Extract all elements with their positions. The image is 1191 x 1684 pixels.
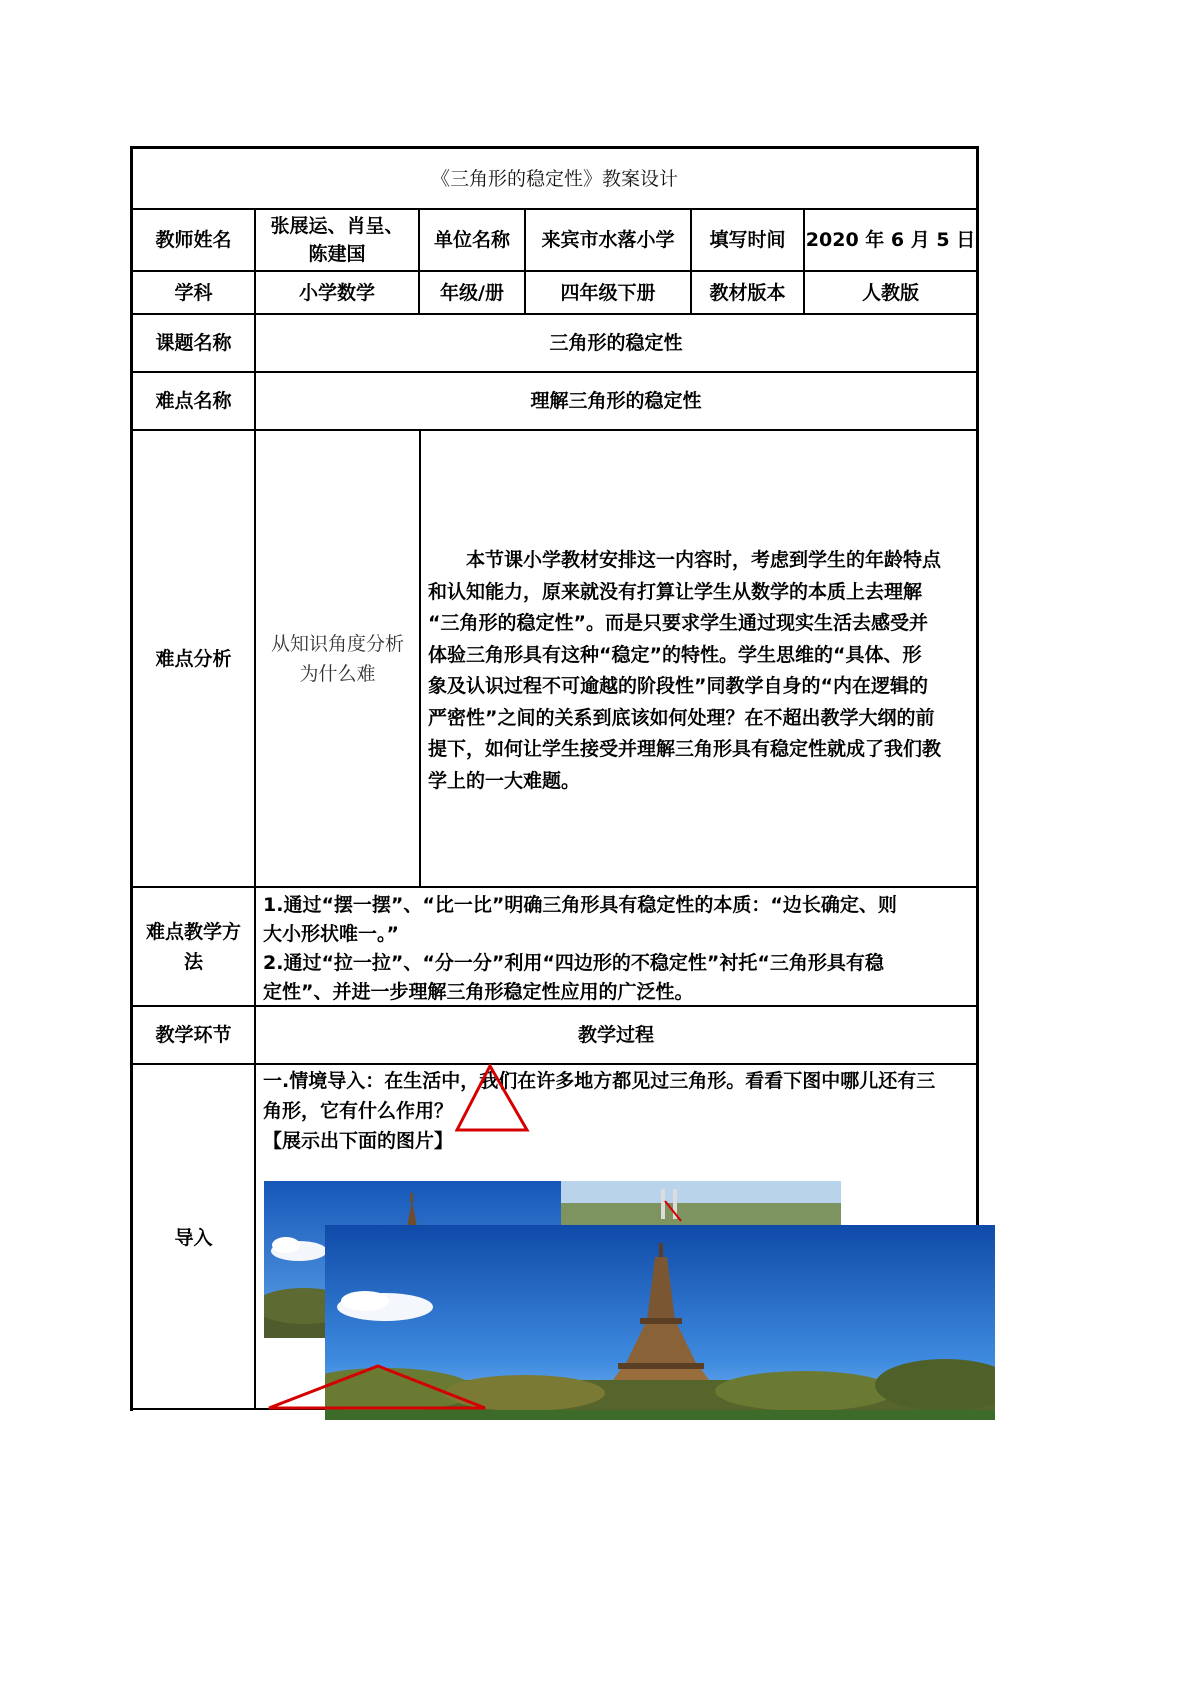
intro-label: 导入 [174, 1226, 213, 1249]
analysis-line: 体验三角形具有这种“稳定”的特性。学生思维的“具体、形 [428, 643, 922, 666]
topic-label: 课题名称 [155, 332, 232, 354]
grade-value: 四年级下册 [560, 281, 656, 304]
method-line: 大小形状唯一。” [263, 923, 399, 945]
method-label [133, 888, 254, 1005]
grade-label: 年级/册 [440, 281, 504, 304]
edition-label: 教材版本 [709, 281, 786, 304]
unit-value: 来宾市水落小学 [541, 229, 675, 251]
intro-line: 【展示出下面的图片】 [263, 1130, 454, 1152]
process-value: 教学过程 [577, 1024, 654, 1046]
teacher-label: 教师姓名 [155, 229, 232, 251]
red-triangle-trees-icon [265, 1362, 490, 1412]
method-text [263, 891, 969, 1007]
analysis-line: 象及认识过程不可逾越的阶段性”同教学自身的“内在逻辑的 [428, 675, 928, 697]
difficulty-value: 理解三角形的稳定性 [530, 390, 702, 412]
intro-line: 一.情境导入：在生活中，我们在许多地方都见过三角形。看看下图中哪儿还有三 [263, 1070, 936, 1092]
document-title: 《三角形的稳定性》教案设计 [430, 167, 678, 190]
analysis-line: 本节课小学教材安排这一内容时，考虑到学生的年龄特点 [466, 549, 942, 571]
teacher-names [256, 210, 418, 270]
subject-value: 小学数学 [298, 281, 375, 304]
method-label-line1: 难点教学方 [145, 920, 241, 943]
process-label: 教学环节 [155, 1024, 232, 1046]
subject-label: 学科 [174, 281, 213, 304]
date-value: 2020 年 6 月 5 日 [805, 229, 976, 251]
analysis-subtitle-line2: 为什么难 [299, 662, 376, 685]
method-line: 1.通过“摆一摆”、“比一比”明确三角形具有稳定性的本质：“边长确定、则 [263, 894, 897, 916]
analysis-line: 和认知能力，原来就没有打算让学生从数学的本质上去理解 [428, 580, 923, 603]
difficulty-label: 难点名称 [155, 390, 232, 412]
method-line: 2.通过“拉一拉”、“分一分”利用“四边形的不稳定性”衬托“三角形具有稳 [263, 952, 884, 974]
teacher-names-line2: 陈建国 [308, 243, 366, 265]
analysis-subtitle [256, 431, 419, 886]
analysis-line: “三角形的稳定性”。而是只要求学生通过现实生活去感受并 [428, 612, 928, 634]
edition-value: 人教版 [861, 281, 919, 304]
method-line: 定性”、并进一步理解三角形稳定性应用的广泛性。 [263, 981, 694, 1003]
bridge-scene-icon [561, 1181, 841, 1226]
teacher-names-line1: 张展运、肖呈、 [270, 215, 404, 237]
bridge-photo [561, 1181, 841, 1226]
unit-label: 单位名称 [433, 229, 510, 251]
analysis-label: 难点分析 [155, 647, 232, 670]
red-triangle-icon [455, 1060, 535, 1134]
analysis-subtitle-line1: 从知识角度分析 [270, 632, 404, 655]
intro-line: 角形，它有什么作用？ [263, 1100, 454, 1122]
analysis-line: 严密性”之间的关系到底该如何处理？在不超出教学大纲的前 [428, 706, 935, 729]
intro-text [263, 1066, 969, 1156]
analysis-line: 提下，如何让学生接受并理解三角形具有稳定性就成了我们教 [428, 738, 942, 760]
topic-value: 三角形的稳定性 [549, 332, 683, 354]
method-label-line2: 法 [183, 950, 203, 973]
analysis-line: 学上的一大难题。 [428, 769, 581, 792]
analysis-text [428, 545, 968, 797]
date-label: 填写时间 [709, 229, 786, 251]
